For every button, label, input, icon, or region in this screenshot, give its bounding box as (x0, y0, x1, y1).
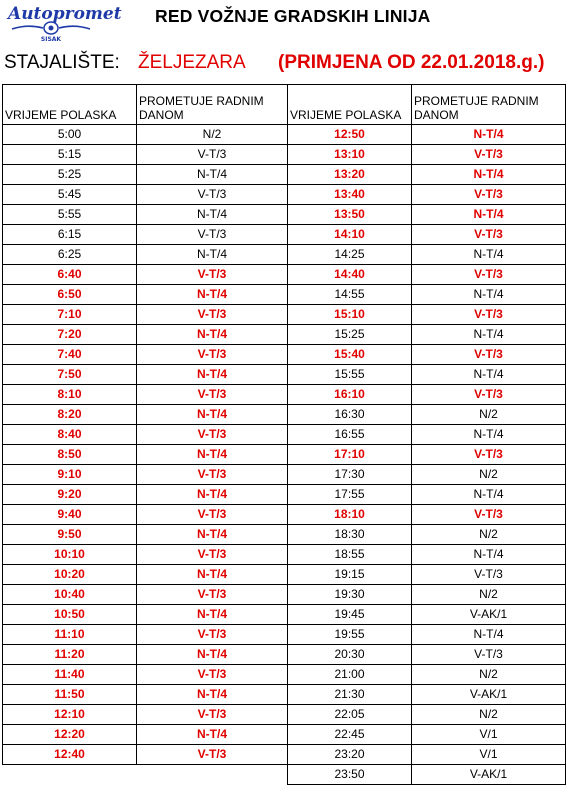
table-row (3, 285, 566, 305)
departure-time-cell: 19:15 (288, 565, 412, 585)
table-row (3, 125, 566, 145)
operating-days-cell: V-T/3 (412, 445, 566, 465)
departure-time-cell: 23:20 (288, 745, 412, 765)
operating-days-cell: N-T/4 (137, 525, 288, 545)
logo-subtext: SISAK (40, 36, 62, 43)
operating-days-cell: N-T/4 (137, 725, 288, 745)
departure-time-cell: 6:25 (3, 245, 137, 265)
table-row (3, 545, 566, 565)
departure-time-cell: 6:40 (3, 265, 137, 285)
operating-days-cell: V-T/3 (137, 145, 288, 165)
table-row (3, 645, 566, 665)
table-row (3, 345, 566, 365)
stop-name: ŽELJEZARA (138, 52, 246, 73)
departure-time-cell: 7:40 (3, 345, 137, 365)
departure-time-cell: 20:30 (288, 645, 412, 665)
table-row (3, 725, 566, 745)
departure-time-cell: 7:50 (3, 365, 137, 385)
valid-from-date: (PRIMJENA OD 22.01.2018.g.) (278, 52, 545, 73)
departure-time-cell: 22:45 (288, 725, 412, 745)
departure-time-cell: 18:55 (288, 545, 412, 565)
table-row (3, 625, 566, 645)
departure-time-cell: 8:40 (3, 425, 137, 445)
operating-days-cell: V-T/3 (137, 745, 288, 765)
operating-days-header: PROMETUJE RADNIM DANOM (412, 85, 566, 125)
departure-time-cell: 16:30 (288, 405, 412, 425)
operating-days-cell: V-T/3 (137, 305, 288, 325)
operating-days-cell: N-T/4 (412, 365, 566, 385)
operating-days-cell: N-T/4 (137, 565, 288, 585)
departure-time-cell: 7:10 (3, 305, 137, 325)
departure-time-cell: 13:10 (288, 145, 412, 165)
operating-days-cell: V-T/3 (137, 465, 288, 485)
departure-time-cell: 12:10 (3, 705, 137, 725)
departure-time-cell: 7:20 (3, 325, 137, 345)
table-row (3, 605, 566, 625)
table-row (3, 465, 566, 485)
departure-time-cell: 5:45 (3, 185, 137, 205)
operating-days-cell: V/1 (412, 725, 566, 745)
departure-time-cell: 21:00 (288, 665, 412, 685)
departure-time-cell: 13:50 (288, 205, 412, 225)
departure-time-cell: 14:55 (288, 285, 412, 305)
table-row (3, 445, 566, 465)
table-row (3, 585, 566, 605)
table-row (3, 525, 566, 545)
empty-cell (3, 765, 137, 785)
operating-days-cell: V-T/3 (137, 665, 288, 685)
operating-days-cell: N-T/4 (137, 245, 288, 265)
operating-days-cell: N-T/4 (137, 405, 288, 425)
table-row (3, 665, 566, 685)
table-row (3, 165, 566, 185)
operating-days-cell: N/2 (137, 125, 288, 145)
table-row (3, 765, 566, 785)
timetable-header-row (3, 85, 566, 125)
departure-time-cell: 17:10 (288, 445, 412, 465)
departure-time-cell: 16:10 (288, 385, 412, 405)
table-row (3, 485, 566, 505)
departure-time-cell: 14:25 (288, 245, 412, 265)
operating-days-cell: V-T/3 (412, 145, 566, 165)
empty-cell (137, 765, 288, 785)
table-row (3, 325, 566, 345)
departure-time-cell: 11:40 (3, 665, 137, 685)
departure-time-cell: 12:20 (3, 725, 137, 745)
operating-days-cell: N/2 (412, 585, 566, 605)
operating-days-cell: N-T/4 (412, 125, 566, 145)
stop-label: STAJALIŠTE: (4, 52, 120, 73)
table-row (3, 205, 566, 225)
departure-time-cell: 14:40 (288, 265, 412, 285)
departure-time-cell: 8:20 (3, 405, 137, 425)
departure-time-cell: 8:10 (3, 385, 137, 405)
operating-days-cell: N-T/4 (412, 485, 566, 505)
departure-time-cell: 19:30 (288, 585, 412, 605)
operating-days-cell: N-T/4 (137, 325, 288, 345)
operating-days-cell: N-T/4 (137, 365, 288, 385)
operating-days-cell: V/1 (412, 745, 566, 765)
departure-time-cell: 5:00 (3, 125, 137, 145)
departure-time-cell: 12:50 (288, 125, 412, 145)
operating-days-cell: V-AK/1 (412, 685, 566, 705)
operating-days-cell: V-T/3 (412, 265, 566, 285)
operating-days-cell: N/2 (412, 705, 566, 725)
operating-days-cell: N-T/4 (137, 165, 288, 185)
departure-time-cell: 21:30 (288, 685, 412, 705)
table-row (3, 265, 566, 285)
table-row (3, 745, 566, 765)
operating-days-cell: N-T/4 (412, 285, 566, 305)
departure-time-cell: 10:10 (3, 545, 137, 565)
departure-time-cell: 15:10 (288, 305, 412, 325)
operating-days-cell: V-T/3 (412, 385, 566, 405)
departure-time-cell: 15:25 (288, 325, 412, 345)
operating-days-cell: N-T/4 (412, 425, 566, 445)
operating-days-cell: N/2 (412, 665, 566, 685)
departure-time-cell: 10:40 (3, 585, 137, 605)
operating-days-cell: V-AK/1 (412, 605, 566, 625)
table-row (3, 565, 566, 585)
table-row (3, 705, 566, 725)
departure-time-cell: 10:20 (3, 565, 137, 585)
table-row (3, 305, 566, 325)
departure-time-cell: 6:50 (3, 285, 137, 305)
autopromet-logo (6, 2, 122, 43)
operating-days-cell: N-T/4 (412, 205, 566, 225)
table-row (3, 405, 566, 425)
operating-days-cell: V-T/3 (412, 505, 566, 525)
operating-days-cell: N-T/4 (137, 605, 288, 625)
operating-days-cell: V-T/3 (412, 185, 566, 205)
departure-time-cell: 18:30 (288, 525, 412, 545)
departure-time-cell: 12:40 (3, 745, 137, 765)
timetable (2, 84, 566, 785)
departure-time-cell: 19:45 (288, 605, 412, 625)
operating-days-cell: N-T/4 (412, 545, 566, 565)
operating-days-cell: N-T/4 (412, 325, 566, 345)
operating-days-header: PROMETUJE RADNIM DANOM (137, 85, 288, 125)
departure-time-cell: 5:55 (3, 205, 137, 225)
table-row (3, 385, 566, 405)
operating-days-cell: V-AK/1 (412, 765, 566, 785)
departure-time-header: VRIJEME POLASKA (3, 85, 137, 125)
departure-time-cell: 15:55 (288, 365, 412, 385)
departure-time-cell: 11:50 (3, 685, 137, 705)
departure-time-cell: 23:50 (288, 765, 412, 785)
operating-days-cell: N-T/4 (137, 205, 288, 225)
table-row (3, 185, 566, 205)
operating-days-cell: V-T/3 (137, 185, 288, 205)
departure-time-cell: 17:30 (288, 465, 412, 485)
departure-time-cell: 14:10 (288, 225, 412, 245)
operating-days-cell: V-T/3 (137, 225, 288, 245)
departure-time-cell: 9:10 (3, 465, 137, 485)
operating-days-cell: N-T/4 (137, 285, 288, 305)
departure-time-cell: 11:10 (3, 625, 137, 645)
operating-days-cell: V-T/3 (137, 425, 288, 445)
table-row (3, 225, 566, 245)
operating-days-cell: V-T/3 (137, 585, 288, 605)
operating-days-cell: V-T/3 (412, 565, 566, 585)
logo-wordmark: Autopromet (8, 4, 122, 24)
operating-days-cell: N-T/4 (412, 625, 566, 645)
operating-days-cell: N-T/4 (137, 445, 288, 465)
operating-days-cell: V-T/3 (137, 385, 288, 405)
operating-days-cell: V-T/3 (412, 345, 566, 365)
departure-time-cell: 15:40 (288, 345, 412, 365)
operating-days-cell: V-T/3 (137, 625, 288, 645)
operating-days-cell: V-T/3 (137, 265, 288, 285)
departure-time-cell: 18:10 (288, 505, 412, 525)
operating-days-cell: N/2 (412, 405, 566, 425)
departure-time-cell: 22:05 (288, 705, 412, 725)
operating-days-cell: V-T/3 (412, 225, 566, 245)
table-row (3, 425, 566, 445)
operating-days-cell: N/2 (412, 525, 566, 545)
operating-days-cell: N/2 (412, 465, 566, 485)
operating-days-cell: N-T/4 (137, 645, 288, 665)
departure-time-cell: 5:15 (3, 145, 137, 165)
operating-days-cell: V-T/3 (137, 705, 288, 725)
operating-days-cell: V-T/3 (137, 545, 288, 565)
page-title: RED VOŽNJE GRADSKIH LINIJA (155, 6, 431, 26)
table-row (3, 685, 566, 705)
departure-time-cell: 9:20 (3, 485, 137, 505)
table-row (3, 145, 566, 165)
table-row (3, 505, 566, 525)
departure-time-cell: 9:50 (3, 525, 137, 545)
operating-days-cell: N-T/4 (137, 685, 288, 705)
departure-time-cell: 8:50 (3, 445, 137, 465)
table-row (3, 245, 566, 265)
operating-days-cell: V-T/3 (412, 305, 566, 325)
operating-days-cell: V-T/3 (412, 645, 566, 665)
operating-days-cell: N-T/4 (412, 245, 566, 265)
departure-time-cell: 13:40 (288, 185, 412, 205)
departure-time-cell: 17:55 (288, 485, 412, 505)
operating-days-cell: N-T/4 (137, 485, 288, 505)
departure-time-cell: 11:20 (3, 645, 137, 665)
departure-time-cell: 9:40 (3, 505, 137, 525)
operating-days-cell: V-T/3 (137, 345, 288, 365)
departure-time-cell: 6:15 (3, 225, 137, 245)
departure-time-cell: 19:55 (288, 625, 412, 645)
operating-days-cell: V-T/3 (137, 505, 288, 525)
operating-days-cell: N-T/4 (412, 165, 566, 185)
departure-time-cell: 5:25 (3, 165, 137, 185)
departure-time-cell: 10:50 (3, 605, 137, 625)
departure-time-cell: 16:55 (288, 425, 412, 445)
departure-time-cell: 13:20 (288, 165, 412, 185)
table-row (3, 365, 566, 385)
departure-time-header: VRIJEME POLASKA (288, 85, 412, 125)
